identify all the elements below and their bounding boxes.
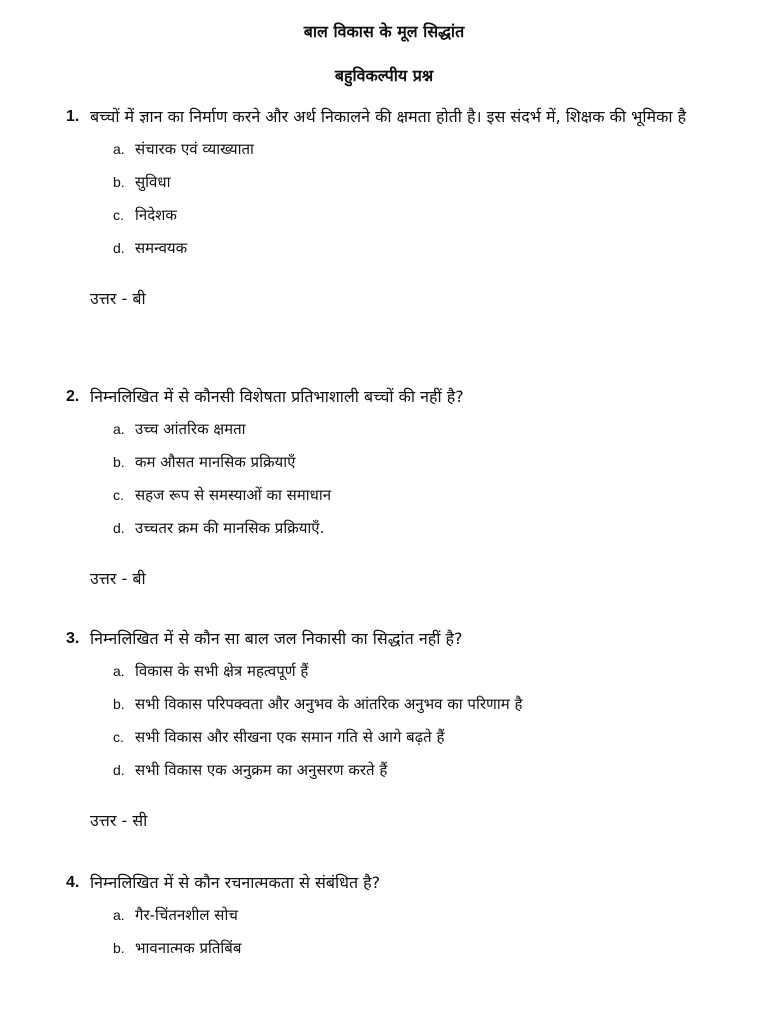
option-letter: d. — [113, 240, 125, 256]
question-stem — [66, 380, 716, 413]
option-letter: c. — [113, 207, 124, 223]
option-text: सहज रूप से समस्याओं का समाधान — [135, 486, 332, 504]
option-item — [66, 512, 716, 545]
question-text: निम्नलिखित में से कौन रचनात्मकता से संबंधित है? — [90, 873, 381, 892]
option-list — [66, 413, 716, 545]
option-item — [66, 932, 716, 965]
option-letter: b. — [113, 696, 125, 712]
option-letter: c. — [113, 487, 124, 503]
option-text: संचारक एवं व्याख्याता — [135, 140, 254, 158]
option-letter: a. — [113, 663, 125, 679]
question-stem — [66, 622, 716, 655]
option-item — [66, 232, 716, 265]
document-subtitle: बहुविकल्पीय प्रश्न — [334, 66, 434, 85]
option-item — [66, 199, 716, 232]
question-text: बच्चों में ज्ञान का निर्माण करने और अर्थ निकालने की क्षमता होती है। इस संदर्भ में, शिक्षक की भूमिका है — [90, 107, 687, 126]
question-stem — [66, 100, 716, 133]
option-item — [66, 754, 716, 787]
question-4 — [66, 866, 716, 965]
option-text: निदेशक — [135, 206, 177, 224]
question-stem — [66, 866, 716, 899]
answer-text: उत्तर - बी — [90, 289, 146, 308]
option-letter: a. — [113, 907, 125, 923]
question-2 — [66, 380, 716, 595]
option-item — [66, 688, 716, 721]
question-3 — [66, 622, 716, 837]
option-text: सभी विकास परिपक्वता और अनुभव के आंतरिक अनुभव का परिणाम है — [135, 695, 523, 713]
question-text: निम्नलिखित में से कौन सा बाल जल निकासी का सिद्धांत नहीं है? — [90, 629, 463, 648]
option-item — [66, 721, 716, 754]
option-list — [66, 655, 716, 787]
option-item — [66, 479, 716, 512]
question-text: निम्नलिखित में से कौनसी विशेषता प्रतिभाशाली बच्चों की नहीं है? — [90, 387, 464, 406]
option-letter: b. — [113, 940, 125, 956]
option-text: गैर-चिंतनशील सोच — [135, 906, 238, 924]
option-item — [66, 133, 716, 166]
option-letter: b. — [113, 174, 125, 190]
option-list — [66, 899, 716, 965]
option-item — [66, 655, 716, 688]
option-text: कम औसत मानसिक प्रक्रियाएँ — [135, 453, 296, 471]
option-item — [66, 899, 716, 932]
answer-text: उत्तर - सी — [90, 811, 148, 830]
option-item — [66, 166, 716, 199]
option-list — [66, 133, 716, 265]
document-title: बाल विकास के मूल सिद्धांत — [303, 22, 465, 41]
option-letter: a. — [113, 141, 125, 157]
option-letter: d. — [113, 520, 125, 536]
option-text: सभी विकास और सीखना एक समान गति से आगे बढ़ते हैं — [135, 728, 445, 746]
option-letter: d. — [113, 762, 125, 778]
answer-text: उत्तर - बी — [90, 569, 146, 588]
option-letter: b. — [113, 454, 125, 470]
option-item — [66, 413, 716, 446]
option-text: समन्वयक — [135, 239, 188, 257]
option-letter: c. — [113, 729, 124, 745]
question-1 — [66, 100, 716, 315]
question-number: 1. — [66, 108, 80, 125]
option-text: सभी विकास एक अनुक्रम का अनुसरण करते हैं — [135, 761, 388, 779]
question-number: 2. — [66, 388, 80, 405]
option-text: उच्चतर क्रम की मानसिक प्रक्रियाएँ. — [135, 519, 325, 537]
option-item — [66, 446, 716, 479]
question-number: 3. — [66, 630, 80, 647]
option-text: उच्च आंतरिक क्षमता — [135, 420, 246, 438]
option-letter: a. — [113, 421, 125, 437]
option-text: भावनात्मक प्रतिबिंब — [135, 939, 242, 957]
question-number: 4. — [66, 874, 80, 891]
option-text: विकास के सभी क्षेत्र महत्वपूर्ण हैं — [135, 662, 309, 680]
option-text: सुविधा — [135, 173, 171, 191]
